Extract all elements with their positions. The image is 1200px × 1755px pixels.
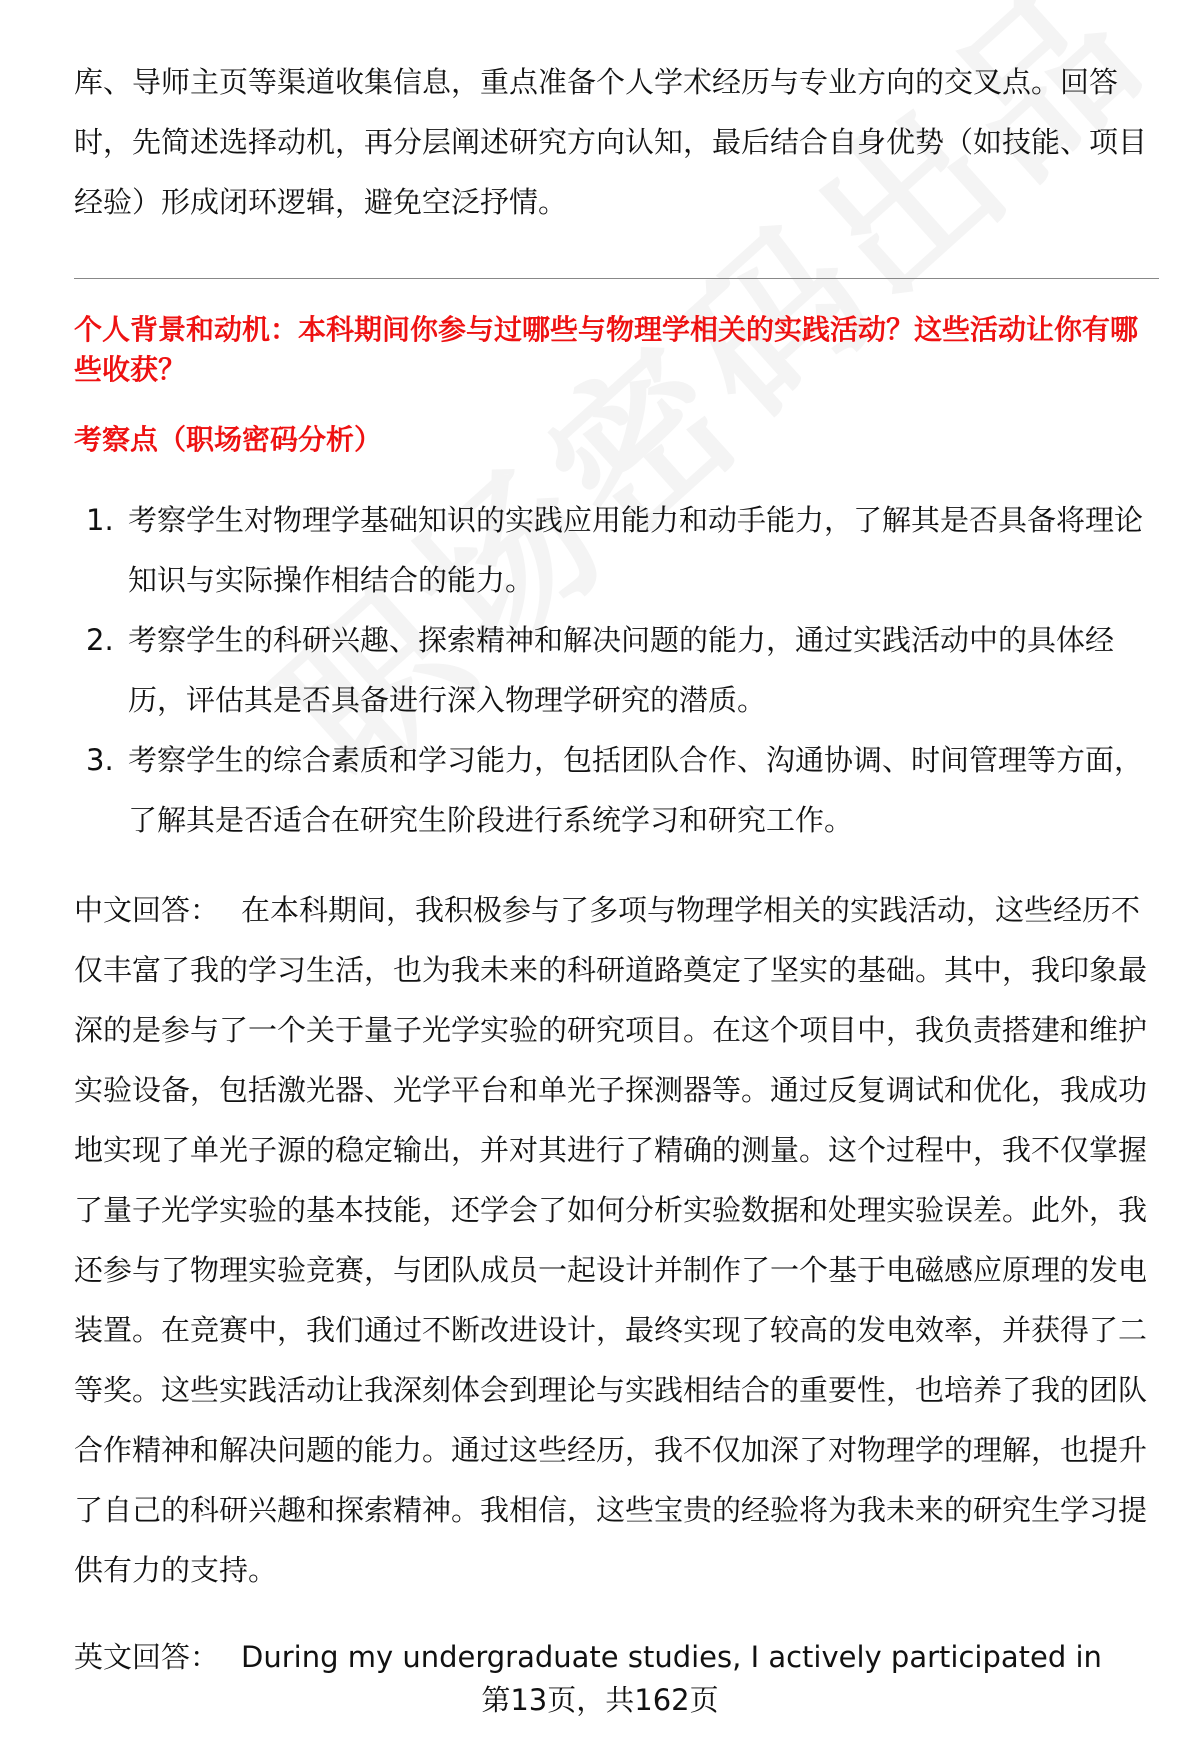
page-footer: 第13页，共162页 (481, 1683, 719, 1717)
question-heading: 个人背景和动机：本科期间你参与过哪些与物理学相关的实践活动？这些活动让你有哪些收获？ (74, 313, 1139, 386)
chinese-answer-label: 中文回答： (74, 893, 220, 927)
list-item (74, 730, 1159, 850)
list-item (74, 610, 1159, 730)
list-item-text: 考察学生对物理学基础知识的实践应用能力和动手能力，了解其是否具备将理论知识与实际操作相结合的能力。 (128, 503, 1144, 597)
intro-paragraph: 库、导师主页等渠道收集信息，重点准备个人学术经历与专业方向的交叉点。回答时，先简述选择动机，再分层阐述研究方向认知，最后结合自身优势（如技能、项目经验）形成闭环逻辑，避免空泛抒情。 (74, 65, 1148, 219)
chinese-answer-paragraph (74, 880, 1159, 1600)
list-item-text: 考察学生的科研兴趣、探索精神和解决问题的能力，通过实践活动中的具体经历，评估其是否具备进行深入物理学研究的潜质。 (128, 623, 1115, 717)
assessment-points-list (74, 490, 1159, 850)
english-answer-label: 英文回答： (74, 1640, 220, 1674)
chinese-answer-text: 在本科期间，我积极参与了多项与物理学相关的实践活动，这些经历不仅丰富了我的学习生活，也为我未来的科研道路奠定了坚实的基础。其中，我印象最深的是参与了一个关于量子光学实验的研究项目。在这个项目中，我负责搭建和维护实验设备，包括激光器、光学平台和单光子探测器等。通过反复调试和优化，我成功地实现了单光子源的稳定输出，并对其进行了精确的测量。这个过程中，我不仅掌握了量子光学实验的基本技能，还学会了如何分析实验数据和处理实验误差。此外，我还参与了物理实验竞赛，与团队成员一起设计并制作了一个基于电磁感应原理的发电装置。在竞赛中，我们通过不断改进设计，最终实现了较高的发电效率，并获得了二等奖。这些实践活动让我深刻体会到理论与实践相结合的重要性，也培养了我的团队合作精神和解决问题的能力。通过这些经历，我不仅加深了对物理学的理解，也提升了自己的科研兴趣和探索精神。我相信，这些宝贵的经验将为我未来的研究生学习提供有力的支持。 (74, 893, 1148, 1587)
section-divider (74, 278, 1159, 279)
assessment-points-title: 考察点（职场密码分析） (74, 423, 383, 456)
list-item-number: 3. (86, 743, 114, 777)
list-item-text: 考察学生的综合素质和学习能力，包括团队合作、沟通协调、时间管理等方面，了解其是否适合在研究生阶段进行系统学习和研究工作。 (128, 743, 1144, 837)
list-item-number: 2. (86, 623, 114, 657)
list-item (74, 490, 1159, 610)
english-answer-text: During my undergraduate studies, I actively participated in (241, 1640, 1102, 1674)
list-item-number: 1. (86, 503, 114, 537)
